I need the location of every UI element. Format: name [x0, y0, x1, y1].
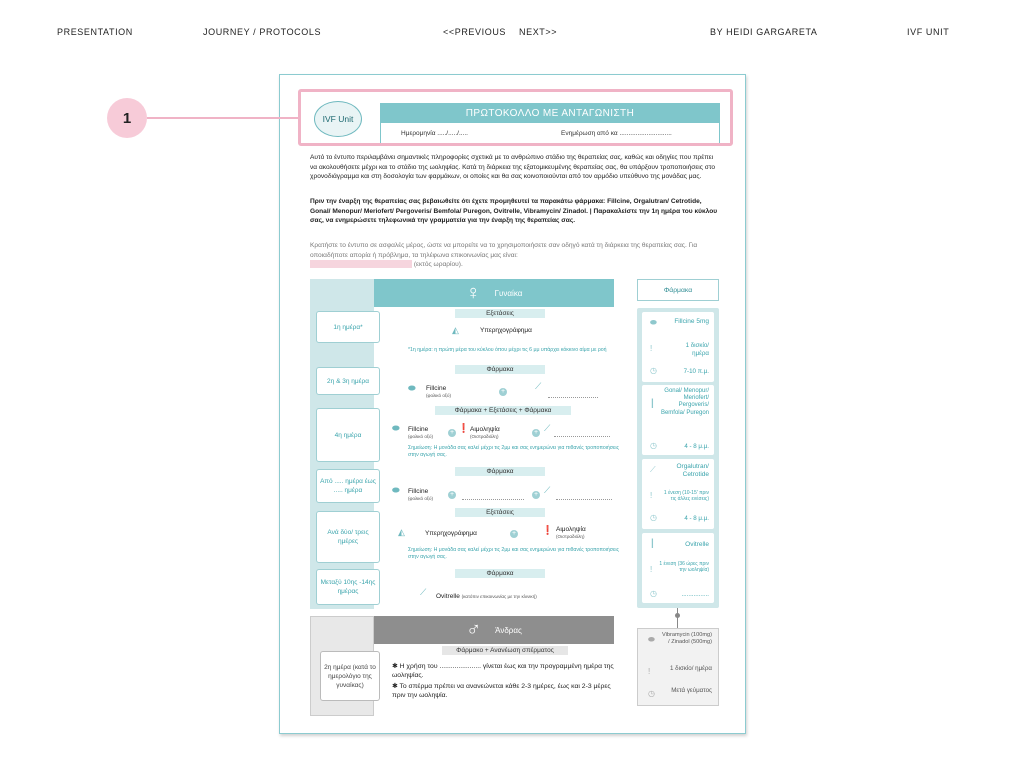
syringe-icon: ⟋	[544, 485, 551, 495]
hours-text: (εκτός ωραρίου).	[413, 261, 463, 269]
plus-icon: +	[449, 491, 455, 498]
callout-line	[147, 117, 299, 119]
connector-line	[677, 608, 678, 628]
drugs-column-header: Φάρμακα	[637, 279, 719, 301]
fillcine-sub: (φολικό οξύ)	[408, 496, 434, 501]
phone-field	[310, 260, 412, 268]
pill-icon: ⬬	[392, 485, 400, 495]
dotted-line	[548, 397, 598, 398]
female-symbol-icon: ♀	[465, 281, 481, 304]
drug-card-time: ................	[681, 591, 709, 598]
drug-card-time: Μετά γεύματος	[671, 687, 712, 694]
day-10-14-box: Μεταξύ 10ης -14ης ημέρας	[316, 569, 380, 605]
section-drugs-3: Φάρμακα	[455, 569, 545, 578]
male-bullet-2-text: Το σπέρμα πρέπει να ανανεώνεται κάθε 2-3 ημέρες, έως και 2-3 μέρες πριν την ωοληψία.	[392, 683, 611, 699]
pill-icon: ⬬	[650, 318, 657, 327]
day-range-box: Από ..... ημέρα έως ..... ημέρα	[316, 469, 380, 503]
section-exams-2: Εξετάσεις	[455, 508, 545, 517]
fillcine-sub: (φολικό οξύ)	[426, 393, 452, 398]
ultrasound-icon: ◭	[398, 527, 405, 537]
drug-note-text: Σημείωση: Η μονάδα σας καλεί μέχρι τις 2μμ και σας ενημερώνει για πιθανές τροποποιήσεις στην αγωγή σας.	[408, 445, 619, 458]
day-1-note-text: *1η ημέρα: η πρώτη μέρα του κύκλου όπου μέχρι τις 6 μμ υπάρχει κόκκινο αίμα με ροή	[408, 347, 607, 353]
ovitrelle-item	[436, 593, 537, 600]
male-symbol-icon: ♂	[466, 618, 482, 641]
drug-note-text: Σημείωση: Η μονάδα σας καλεί μέχρι τις 2μμ και σας ενημερώνει για πιθανές τροποποιήσεις στην αγωγή σας.	[408, 547, 619, 560]
clock-icon: ◷	[650, 441, 657, 450]
every-two-three-box: Ανά δύο/ τρεις ημέρες	[316, 511, 380, 563]
drug-note-2	[408, 547, 623, 561]
clock-icon: ◷	[650, 513, 657, 522]
syringe-icon: ⟋	[420, 587, 427, 597]
drug-card-ovitrelle	[642, 533, 714, 603]
nav-next[interactable]: NEXT>>	[519, 27, 558, 37]
fillcine-label: Fillcine	[426, 385, 447, 392]
fillcine-item-1	[426, 385, 451, 399]
drug-card-title: Gonal/ Menopur/ Meriofert/ Pergoveris/ Bemfola/ Puregon	[660, 388, 709, 416]
blood-test-sub: (Οιστραδιόλη)	[556, 534, 585, 539]
drug-card-time: 4 - 8 μ.μ.	[684, 443, 709, 450]
drug-card-title: Vibramycin (100mg) / Zinadol (500mg)	[662, 632, 712, 645]
day-4-box: 4η ημέρα	[316, 408, 380, 462]
fillcine-item-3	[408, 488, 433, 502]
plus-icon: +	[533, 491, 539, 498]
syringe-icon: ⟋	[535, 381, 542, 391]
ultrasound-icon: ◭	[452, 325, 459, 335]
ivf-unit-logo: IVF Unit	[314, 101, 362, 137]
section-drugs-exams-drugs: Φάρμακα + Εξετάσεις + Φάρμακα	[435, 406, 571, 415]
day-1-box: 1η ημέρα*	[316, 311, 380, 343]
section-drugs-1: Φάρμακα	[455, 365, 545, 374]
drug-card-dose: 1 δισκίο/ ημέρα	[669, 665, 712, 672]
blood-test-sub: (Οιστραδιόλη)	[470, 434, 499, 439]
ovitrelle-sub: (κατόπιν επικοινωνίας με την κλινική)	[461, 594, 537, 599]
drug-card-dose: 1 ένεση (10-15' πριν τις άλλες ενέσεις)	[663, 490, 709, 502]
drug-card-title: Ovitrelle	[685, 541, 709, 548]
male-section: Φάρμακο + Ανανέωση σπέρματος	[442, 646, 568, 655]
protocol-document	[279, 74, 746, 734]
drug-card-antibiotic	[637, 628, 719, 706]
fillcine-label: Fillcine	[408, 426, 429, 433]
exclamation-icon: !	[650, 565, 653, 574]
blood-test-label: Αιμοληψία	[556, 526, 586, 533]
plus-icon: +	[449, 429, 455, 436]
drug-card-dose: 1 δισκίο/ ημέρα	[685, 342, 709, 357]
syringe-icon: ⟋	[650, 465, 656, 474]
syringe-pen-icon: ┃	[650, 399, 655, 408]
nav-journey-protocols[interactable]: JOURNEY / PROTOCOLS	[203, 27, 322, 37]
ovitrelle-label: Ovitrelle	[436, 593, 460, 600]
day-1-note	[408, 347, 623, 354]
dotted-line	[462, 499, 524, 500]
connector-dot	[675, 613, 680, 618]
blood-test-icon: ❗	[542, 525, 554, 535]
female-header	[374, 279, 614, 307]
section-drugs-2: Φάρμακα	[455, 467, 545, 476]
warning-text: Πριν την έναρξη της θεραπείας σας βεβαιωθείτε ότι έχετε προμηθευτεί τα παρακάτω φάρμακα: Fillcine, Orgalutran/ Cetrotide, Gonal/ Menopur/ Meriofert/ Pergoveris/ Bemfola/ Puregon, Ovitrelle, Vibramycin/ Zinadol. | Παρακαλείστε την 1η ημέρα του κύκλου σας, να ενημερώσετε τηλεφωνικά την γραμματεία για την έναρξη της θεραπείας σας.	[310, 198, 718, 225]
top-navigation	[0, 27, 1024, 39]
male-bullet-2: ✱ Το σπέρμα πρέπει να ανανεώνεται κάθε 2-3 ημέρες, έως και 2-3 μέρες πριν την ωοληψία.	[392, 683, 611, 699]
nav-author[interactable]: BY HEIDI GARGARETA	[710, 27, 818, 37]
plus-icon: +	[511, 530, 517, 537]
pill-icon: ⬬	[408, 383, 416, 393]
exclamation-icon: !	[650, 491, 653, 500]
day-2-3-box: 2η & 3η ημέρα	[316, 367, 380, 395]
highlight-box	[298, 89, 733, 146]
keep-text: Κρατήστε το έντυπο σε ασφαλές μέρος, ώστε να μπορείτε να το χρησιμοποιήσετε σαν οδηγό κατά τη διάρκεια της θεραπείας σας. Για οποιαδήποτε απορία ή πρόβλημα, τα τηλέφωνα επικοινωνίας μας είναι:	[310, 242, 698, 259]
plus-icon: +	[500, 388, 506, 395]
drug-card-fillcine	[642, 312, 714, 382]
update-label: Ενημέρωση από κα .............................	[561, 130, 672, 137]
document-title: ΠΡΩΤΟΚΟΛΛΟ ΜΕ ΑΝΤΑΓΩΝΙΣΤΗ	[380, 103, 720, 123]
blood-test-label: Αιμοληψία	[470, 426, 500, 433]
plus-icon: +	[533, 429, 539, 436]
male-day-box: 2η ημέρα (κατά το ημερολόγιο της γυναίκας)	[320, 651, 380, 701]
warning-paragraph	[310, 197, 720, 226]
date-label: Ημερομηνία ...../...../.....	[401, 130, 468, 137]
male-bullet-1: ✱ Η χρήση του ...................... γίνεται έως και την προγραμμένη ημέρα της ωοληψίας.	[392, 663, 614, 679]
male-header	[374, 616, 614, 644]
drug-card-title: Orgalutran/ Cetrotide	[676, 463, 709, 478]
drug-card-time: 7-10 π.μ.	[683, 368, 709, 375]
drug-note-1	[408, 445, 623, 459]
ultrasound-item-1: Υπερηχογράφημα	[480, 327, 532, 334]
drug-card-orgalutran	[642, 459, 714, 529]
pill-icon: ⬬	[648, 635, 655, 644]
ultrasound-item-2: Υπερηχογράφημα	[425, 530, 477, 537]
drug-card-time: 4 - 8 μ.μ.	[684, 515, 709, 522]
callout-number-badge[interactable]: 1	[107, 98, 147, 138]
clock-icon: ◷	[650, 366, 657, 375]
keep-paragraph	[310, 241, 720, 270]
female-header-label: Γυναίκα	[494, 288, 523, 298]
drug-card-title: Fillcine 5mg	[674, 318, 709, 325]
blood-test-item-2	[556, 526, 586, 540]
nav-presentation[interactable]: PRESENTATION	[57, 27, 133, 37]
fillcine-sub: (φολικό οξύ)	[408, 434, 434, 439]
fillcine-label: Fillcine	[408, 488, 429, 495]
exclamation-icon: !	[650, 344, 653, 353]
clock-icon: ◷	[650, 589, 657, 598]
nav-ivf-unit[interactable]: IVF UNIT	[907, 27, 950, 37]
drug-card-gonadotropin	[642, 385, 714, 455]
dotted-line	[554, 436, 610, 437]
blood-test-item-1	[470, 426, 500, 440]
blood-test-icon: ❗	[458, 423, 470, 433]
clock-icon: ◷	[648, 689, 655, 698]
section-exams-1: Εξετάσεις	[455, 309, 545, 318]
pill-icon: ⬬	[392, 423, 400, 433]
syringe-pen-icon: ┃	[650, 539, 655, 548]
exclamation-icon: !	[648, 667, 651, 676]
drug-card-dose: 1 ένεση (36 ώρες πριν την ωοληψία)	[659, 561, 709, 573]
syringe-icon: ⟋	[544, 423, 551, 433]
male-bullet-1-text: Η χρήση του ...................... γίνεται έως και την προγραμμένη ημέρα της ωοληψίας.	[392, 663, 614, 679]
fillcine-item-2	[408, 426, 433, 440]
dotted-line	[556, 499, 612, 500]
nav-previous[interactable]: <<PREVIOUS	[443, 27, 507, 37]
intro-paragraph: Αυτό το έντυπο περιλαμβάνει σημαντικές πληροφορίες σχετικά με το ανθρώπινο στάδιο της θεραπείας σας, καθώς και οδηγίες που πρέπει να ακολουθήσετε μέχρι και το στάδιο της ωοληψίας. Κατά τη διάρκεια της εξατομικευμένης θεραπείας σας, θα υπάρξουν τροποποιήσεις στο χρονοδιάγραμμα και στη δοσολογία των φαρμάκων, οι οποίες και θα σας κοινοποιούνται από τον αρμόδιο υπεύθυνο της μονάδας μας.	[310, 154, 716, 181]
male-header-label: Άνδρας	[495, 625, 522, 635]
